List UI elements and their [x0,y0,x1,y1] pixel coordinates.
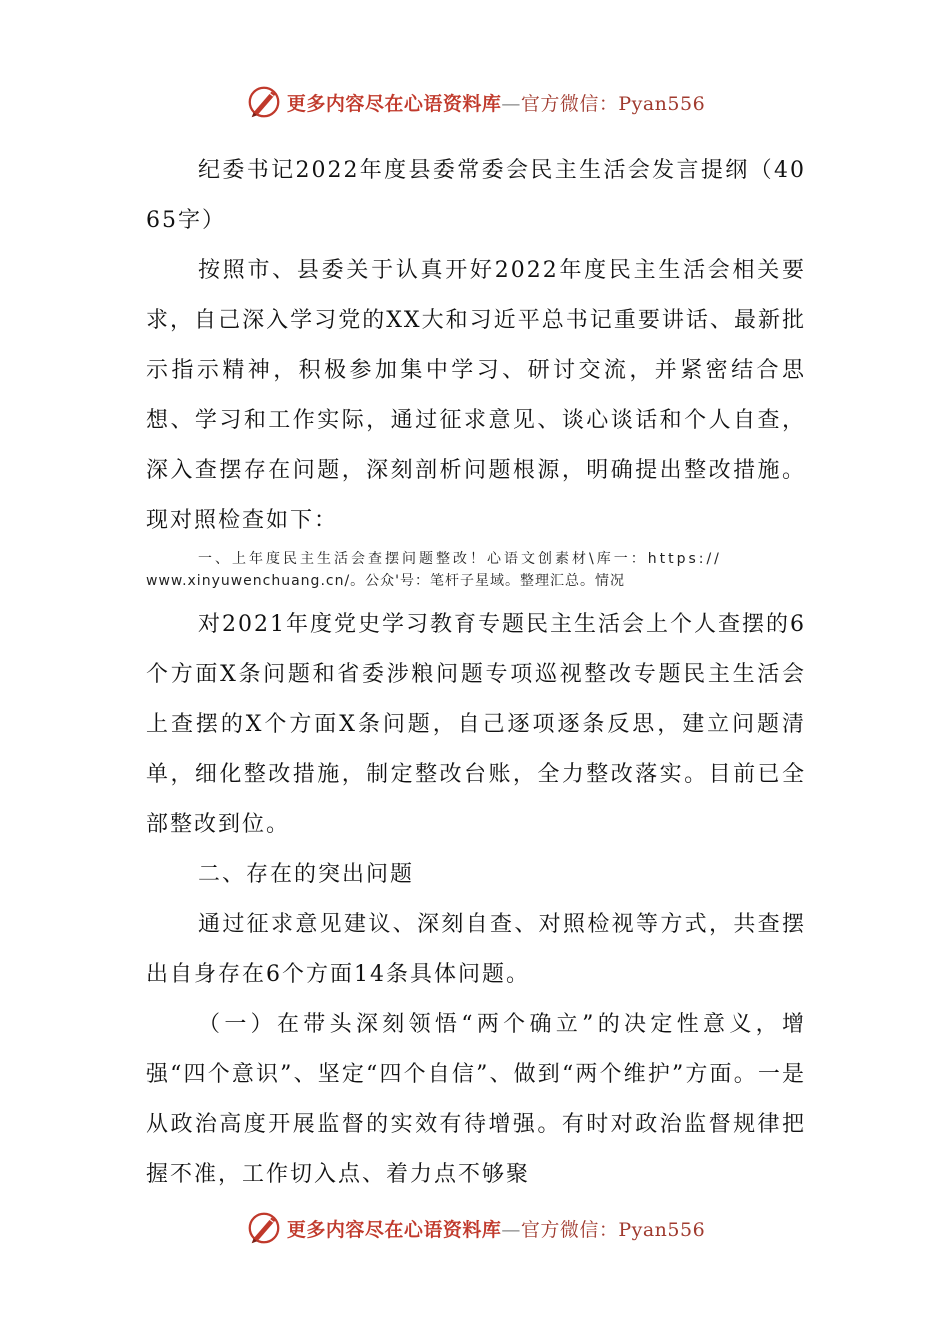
section-1-paragraph: 对2021年度党史学习教育专题民主生活会上个人查摆的6个方面X条问题和省委涉粮问题专项巡视整改专题民主生活会上查摆的X个方面X条问题，自己逐项逐条反思，建立问题清单，细化整改措施，制定整改台账，全力整改落实。目前已全部整改到位。 [146,612,806,837]
header-watermark-banner [0,82,950,122]
watermark-contact: 官方微信：Pyan556 [520,92,706,115]
watermark-text [287,1215,705,1242]
item-1-paragraph: （一）在带头深刻领悟“两个确立”的决定性意义，增强“四个意识”、坚定“四个自信”、做到“两个维护”方面。一是从政治高度开展监督的实效有待增强。有时对政治监督规律把握不准，工作切入点、着力点不够聚 [146,1012,806,1187]
document-title: 纪委书记2022年度县委常委会民主生活会发言提纲（4065字） [146,158,806,233]
section-1-heading-lead: 一、上年度民主生活会查摆问题整改！心语文创素材\库一：https:// [198,551,722,567]
section-1-heading-tail: www.xinyuwenchuang.cn/。公众'号：笔杆子星域。整理汇总。情况 [146,573,626,589]
section-1-heading [146,548,806,592]
pen-on-circle-logo-icon [245,83,283,121]
watermark-separator: — [501,92,521,115]
section-2-heading: 二、存在的突出问题 [198,862,415,887]
intro-paragraph: 按照市、县委关于认真开好2022年度民主生活会相关要求，自己深入学习党的XX大和习近平总书记重要讲话、最新批示指示精神，积极参加集中学习、研讨交流，并紧密结合思想、学习和工作实际，通过征求意见、谈心谈话和个人自查，深入查摆存在问题，深刻剖析问题根源，明确提出整改措施。现对照检查如下： [146,258,806,533]
section-2-paragraph: 通过征求意见建议、深刻自查、对照检视等方式，共查摆出自身存在6个方面14条具体问题。 [146,912,806,987]
watermark-separator: — [501,1218,521,1241]
document-body [146,146,806,1200]
watermark-brand: 更多内容尽在心语资料库 [286,1218,502,1241]
footer-watermark-banner [0,1208,950,1248]
pen-on-circle-logo-icon [245,1209,283,1247]
watermark-contact: 官方微信：Pyan556 [520,1218,706,1241]
watermark-brand: 更多内容尽在心语资料库 [286,92,502,115]
watermark-text [287,89,705,116]
